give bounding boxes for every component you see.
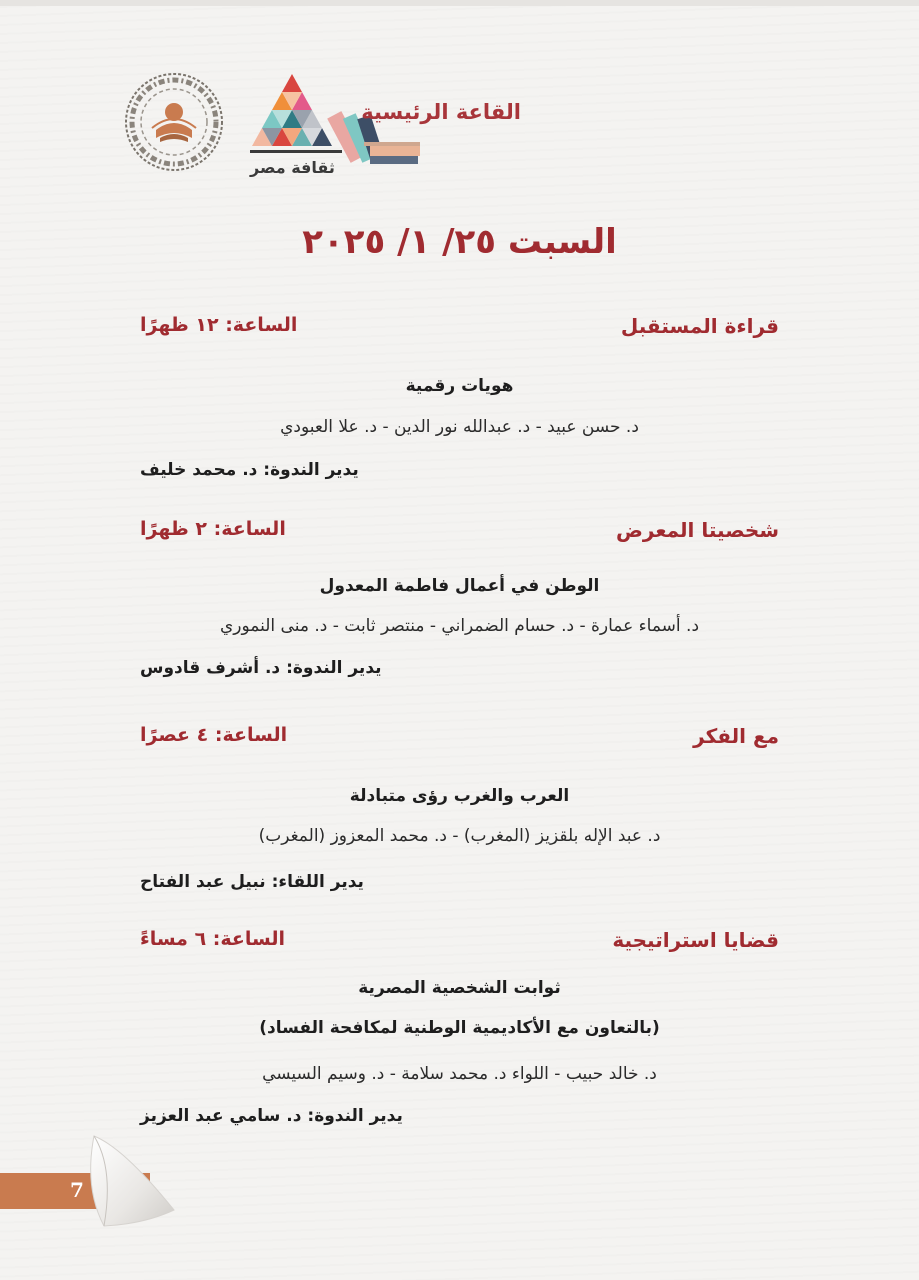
session-header: [140, 314, 779, 344]
date-title: السبت ٢٥/ ١/ ٢٠٢٥: [302, 222, 617, 262]
brand-caption: ثقافة مصر: [250, 158, 335, 177]
moderator-text: يدير الندوة: د. محمد خليف: [140, 460, 359, 480]
session-time: الساعة: ٦ مساءً: [140, 928, 286, 950]
session-moderator: [140, 460, 779, 480]
session-header: [140, 518, 779, 548]
page-curl-decoration: [84, 1128, 180, 1228]
session-topic: الوطن في أعمال فاطمة المعدول: [319, 576, 600, 596]
session-topic-note: (بالتعاون مع الأكاديمية الوطنية لمكافحة الفساد): [259, 1018, 660, 1038]
program-name: قضايا استراتيجية: [612, 928, 779, 952]
program-name: مع الفكر: [693, 724, 779, 748]
moderator-text: يدير الندوة: د. سامي عبد العزيز: [140, 1106, 403, 1126]
page-number: 7: [70, 1178, 84, 1202]
session-header: [140, 928, 779, 958]
session-moderator: [140, 658, 779, 678]
session-time: الساعة: ٢ ظهرًا: [140, 518, 286, 540]
session-time: الساعة: ٤ عصرًا: [140, 724, 288, 746]
hall-title: القاعة الرئيسية: [361, 100, 521, 124]
session-time: الساعة: ١٢ ظهرًا: [140, 314, 298, 336]
moderator-text: يدير اللقاء: نبيل عبد الفتاح: [140, 872, 364, 892]
session-speakers: د. عبد الإله بلقزيز (المغرب) - د. محمد المعزوز (المغرب): [258, 826, 661, 846]
session-speakers: د. حسن عبيد - د. عبدالله نور الدين - د. علا العبودي: [280, 417, 639, 437]
session-moderator: [140, 872, 779, 892]
session-topic: ثوابت الشخصية المصرية: [358, 978, 561, 998]
book-fair-seal-logo: [122, 68, 226, 176]
page: [0, 6, 919, 1280]
program-name: قراءة المستقبل: [620, 314, 779, 338]
program-name: شخصيتا المعرض: [616, 518, 779, 542]
session-topic: هويات رقمية: [405, 376, 514, 396]
session-topic: العرب والغرب رؤى متبادلة: [349, 786, 570, 806]
session-moderator: [140, 1106, 779, 1126]
moderator-text: يدير الندوة: د. أشرف قادوس: [140, 658, 382, 678]
session-header: [140, 724, 779, 754]
session-speakers: د. خالد حبيب - اللواء د. محمد سلامة - د. وسيم السيسي: [262, 1064, 657, 1084]
session-speakers: د. أسماء عمارة - د. حسام الضمراني - منتصر ثابت - د. منى النموري: [219, 616, 700, 636]
